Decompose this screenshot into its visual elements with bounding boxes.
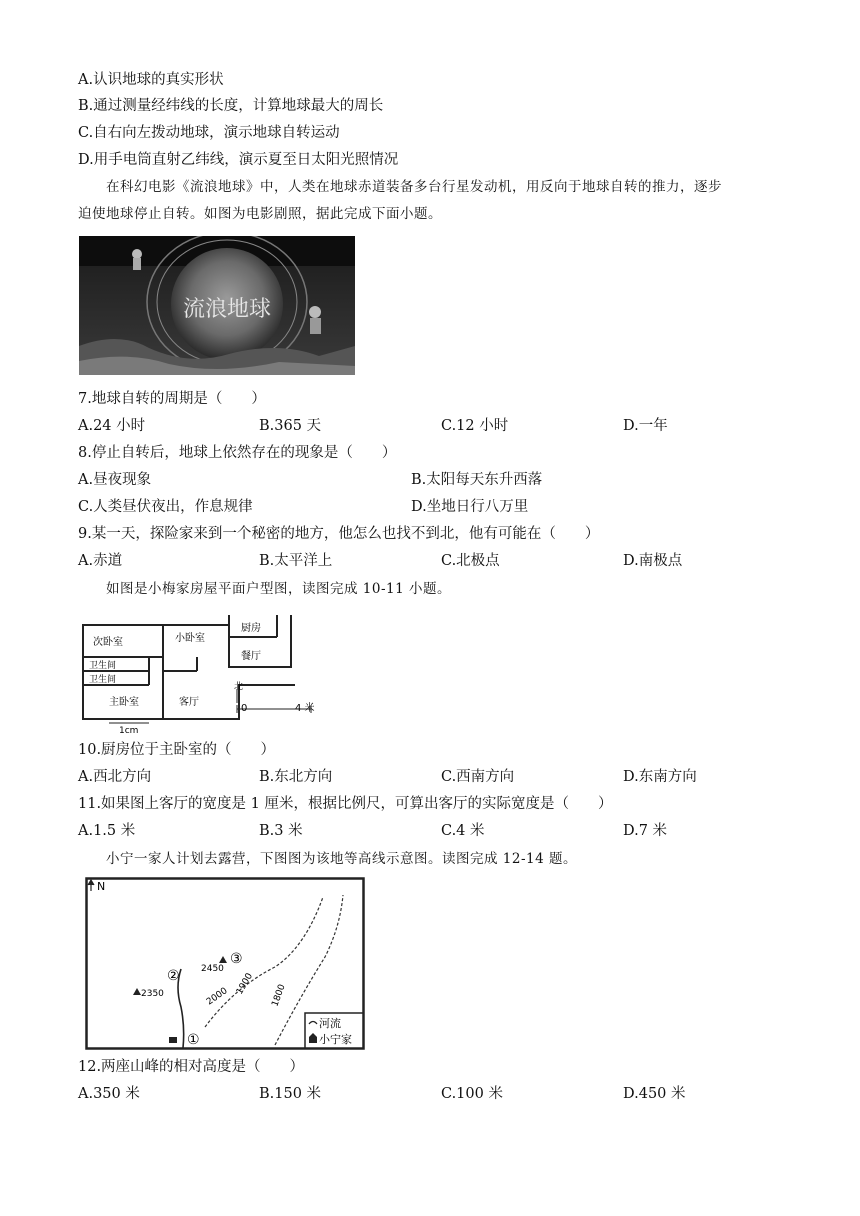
option-a: A.认识地球的真实形状 [78, 72, 224, 88]
q12-option-d: D.450 米 [623, 1086, 686, 1102]
north-arrow-label: 北 [234, 682, 244, 692]
floor-plan-diagram [79, 611, 329, 736]
q11-option-b: B.3 米 [259, 823, 303, 839]
q9-option-c: C.北极点 [441, 553, 500, 569]
q11-option-c: C.4 米 [441, 823, 485, 839]
room-living-room: 客厅 [179, 697, 199, 708]
q9-option-a: A.赤道 [78, 553, 123, 569]
scale-zero-label: 0 [241, 703, 248, 714]
q12-option-b: B.150 米 [259, 1086, 322, 1102]
question-12-stem: 12.两座山峰的相对高度是（ ） [78, 1059, 305, 1075]
option-b: B.通过测量经纬线的长度，计算地球最大的周长 [78, 98, 384, 114]
q10-option-a: A.西北方向 [78, 769, 152, 785]
location-marker-2: ② [167, 968, 180, 984]
q9-option-d: D.南极点 [623, 553, 683, 569]
q8-option-b: B.太阳每天东升西落 [411, 472, 543, 488]
location-marker-1: ① [187, 1032, 200, 1048]
legend-home-label: 小宁家 [319, 1033, 352, 1046]
q7-option-b: B.365 天 [259, 418, 322, 434]
room-dining: 餐厅 [241, 651, 261, 662]
contour-1800-label: 1800 [270, 983, 288, 1009]
q7-option-c: C.12 小时 [441, 418, 509, 434]
question-10-stem: 10.厨房位于主卧室的（ ） [78, 742, 276, 758]
room-master-bedroom: 主卧室 [109, 697, 139, 708]
question-8-stem: 8.停止自转后，地球上依然存在的现象是（ ） [78, 445, 397, 461]
q12-option-c: C.100 米 [441, 1086, 503, 1102]
question-11-stem: 11.如果图上客厅的宽度是 1 厘米，根据比例尺，可算出客厅的实际宽度是（ ） [78, 796, 613, 812]
legend-river-label: 河流 [319, 1017, 341, 1030]
room-second-bedroom: 次卧室 [93, 637, 123, 648]
scale-end-label: 4 米 [295, 703, 315, 714]
q11-option-d: D.7 米 [623, 823, 668, 839]
q8-option-c: C.人类昼伏夜出，作息规律 [78, 499, 253, 515]
question-9-stem: 9.某一天，探险家来到一个秘密的地方，他怎么也找不到北，他有可能在（ ） [78, 526, 600, 542]
q10-option-c: C.西南方向 [441, 769, 515, 785]
q7-option-d: D.一年 [623, 418, 668, 434]
option-c: C.自右向左拨动地球，演示地球自转运动 [78, 125, 340, 141]
q9-option-b: B.太平洋上 [259, 553, 333, 569]
q7-option-a: A.24 小时 [78, 418, 146, 434]
room-kitchen: 厨房 [241, 623, 261, 634]
intro-paragraph-line: 如图是小梅家房屋平面户型图，读图完成 10-11 小题。 [106, 581, 451, 597]
room-bathroom-1: 卫生间 [89, 661, 117, 671]
peak-2450-label: 2450 [201, 964, 224, 974]
intro-paragraph-line: 小宁一家人计划去露营，下图图为该地等高线示意图。读图完成 12-14 题。 [106, 851, 577, 867]
north-label: N [97, 880, 106, 893]
q8-option-d: D.坐地日行八万里 [411, 499, 529, 515]
q11-option-a: A.1.5 米 [78, 823, 136, 839]
movie-still-image [79, 236, 355, 375]
option-d: D.用手电筒直射乙纬线，演示夏至日太阳光照情况 [78, 152, 399, 168]
intro-paragraph-line: 在科幻电影《流浪地球》中，人类在地球赤道装备多台行星发动机，用反向于地球自转的推力，逐步 [106, 179, 722, 195]
q12-option-a: A.350 米 [78, 1086, 140, 1102]
q8-option-a: A.昼夜现象 [78, 472, 152, 488]
contour-map [85, 877, 365, 1050]
location-marker-3: ③ [230, 951, 243, 967]
contour-1900-label: 1900 [234, 971, 256, 997]
room-small-bedroom: 小卧室 [175, 633, 205, 644]
scale-cm-label: 1cm [119, 726, 139, 736]
room-bathroom-2: 卫生间 [89, 675, 117, 685]
intro-paragraph-line: 迫使地球停止自转。如图为电影剧照，据此完成下面小题。 [78, 206, 442, 222]
contour-2000-label: 2000 [204, 986, 230, 1008]
peak-2350-label: 2350 [141, 989, 164, 999]
q10-option-b: B.东北方向 [259, 769, 333, 785]
q10-option-d: D.东南方向 [623, 769, 697, 785]
question-7-stem: 7.地球自转的周期是（ ） [78, 391, 266, 407]
poster-title: 流浪地球 [182, 297, 272, 322]
